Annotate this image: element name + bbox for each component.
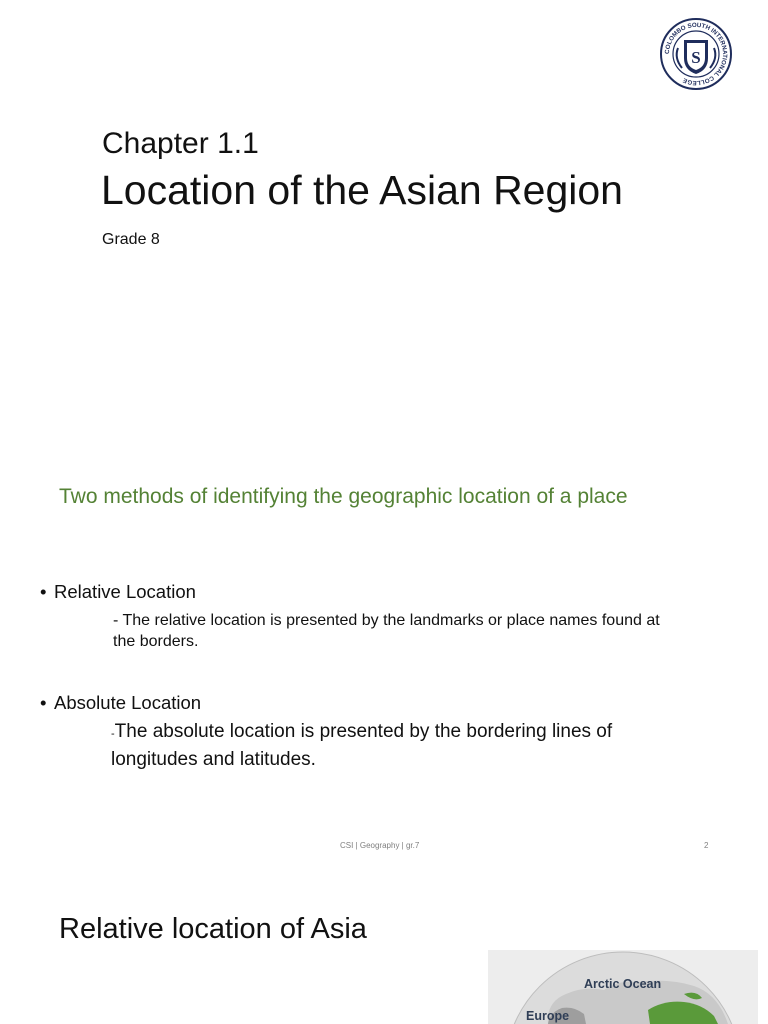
grade-label: Grade 8: [102, 231, 160, 248]
slide-number: 2: [704, 841, 709, 850]
bullet-marker: •: [40, 581, 47, 602]
section-heading: Two methods of identifying the geographic location of a place: [59, 485, 628, 508]
bullet-label: Relative Location: [54, 581, 196, 602]
page-title: Location of the Asian Region: [101, 167, 623, 213]
globe-map-image: [488, 950, 758, 1024]
bullet-relative-location: [40, 580, 196, 604]
description-text: The relative location is presented by the landmarks or place names found at the borders.: [113, 612, 660, 650]
description-dash: -: [113, 612, 119, 629]
bullet-label: Absolute Location: [54, 692, 202, 713]
crest-monogram: S: [691, 48, 701, 67]
crest-ring-text: COLOMBO SOUTH INTERNATIONAL COLLEGE: [663, 21, 729, 87]
bullet-marker: •: [40, 692, 47, 713]
school-crest-logo: [660, 18, 732, 90]
absolute-location-description: [111, 719, 671, 772]
slide-footer: CSI | Geography | gr.7: [340, 841, 420, 850]
map-label-europe: Europe: [526, 1009, 570, 1023]
relative-location-description: [113, 610, 673, 652]
map-label-arctic-ocean: Arctic Ocean: [584, 977, 662, 991]
relative-location-heading: Relative location of Asia: [59, 913, 367, 945]
chapter-label: Chapter 1.1: [102, 127, 259, 160]
bullet-absolute-location: [40, 691, 201, 715]
description-dash: -: [111, 728, 115, 740]
description-text: The absolute location is presented by the bordering lines of longitudes and latitudes.: [111, 721, 613, 770]
